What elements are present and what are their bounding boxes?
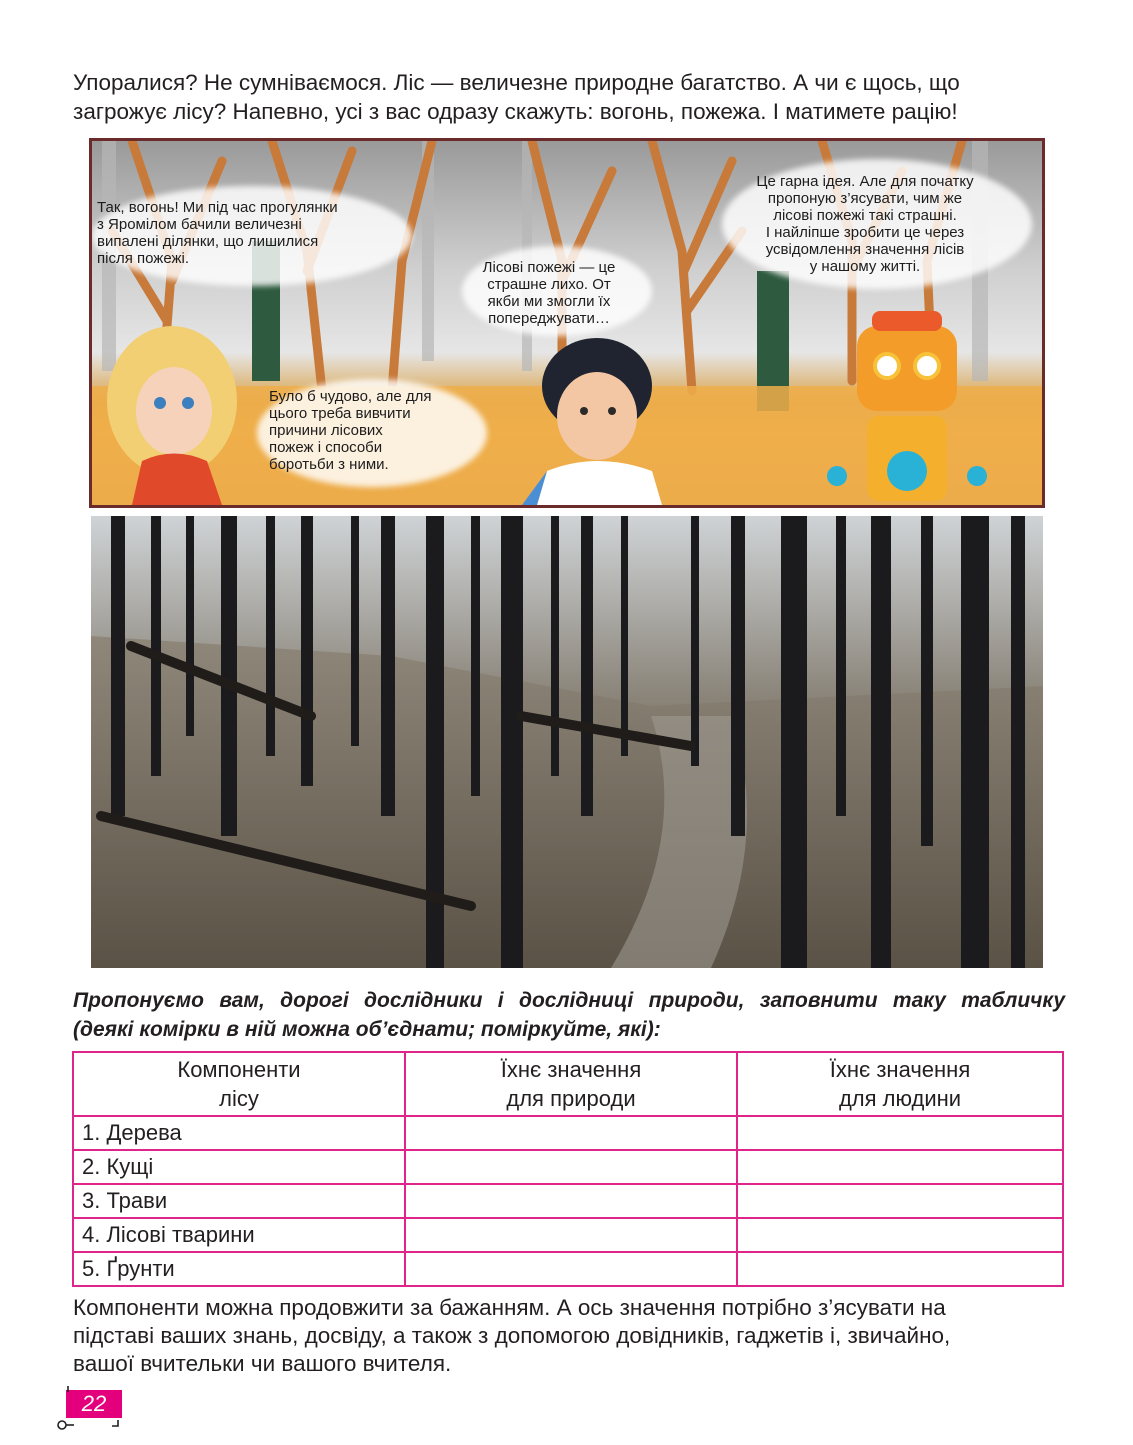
- empty-cell[interactable]: [405, 1150, 737, 1184]
- speech-bubble-girl-top: Так, вогонь! Ми під час прогулянки з Яромілом бачили величезні випалені ділянки, що лишилися після пожежі.: [97, 199, 338, 267]
- table-row: [73, 1150, 1063, 1184]
- empty-cell[interactable]: [405, 1218, 737, 1252]
- task-instructions: [73, 986, 1065, 1044]
- empty-cell[interactable]: [405, 1116, 737, 1150]
- empty-cell[interactable]: [737, 1116, 1063, 1150]
- speech-bubble-boy: Лісові пожежі — це страшне лихо. От якби ми змогли їх попереджувати…: [482, 259, 616, 327]
- outro-line-2: підставі ваших знань, досвіду, а також з допомогою довідників, гаджетів і, звичайно,: [73, 1323, 951, 1348]
- task-line-2: (деякі комірки в ній можна об’єднати; поміркуйте, які):: [73, 1018, 661, 1041]
- outro-line-3: вашої вчительки чи вашого вчителя.: [73, 1351, 452, 1376]
- empty-cell[interactable]: [737, 1218, 1063, 1252]
- intro-line-1: Упоралися? Не сумніваємося. Ліс — величезне природне багатство. А чи є щось, що: [73, 70, 960, 95]
- burned-forest-photo: [91, 516, 1043, 968]
- empty-cell[interactable]: [737, 1184, 1063, 1218]
- header-value-human: Їхнє значення для людини: [737, 1052, 1063, 1116]
- outro-line-1: Компоненти можна продовжити за бажанням. А ось значення потрібно з’ясувати на: [73, 1295, 946, 1320]
- forest-components-table: [72, 1051, 1064, 1287]
- empty-cell[interactable]: [737, 1252, 1063, 1286]
- row-label: 5. Ґрунти: [73, 1252, 405, 1286]
- table-row: [73, 1116, 1063, 1150]
- empty-cell[interactable]: [405, 1184, 737, 1218]
- header-components: Компоненти лісу: [73, 1052, 405, 1116]
- row-label: 4. Лісові тварини: [73, 1218, 405, 1252]
- table-row: [73, 1184, 1063, 1218]
- row-label: 1. Дерева: [73, 1116, 405, 1150]
- row-label: 3. Трави: [73, 1184, 405, 1218]
- burned-forest-image: [91, 516, 1043, 968]
- comic-panel: [89, 138, 1045, 508]
- speech-bubble-girl-bottom: Було б чудово, але для цього треба вивчити причини лісових пожеж і способи боротьби з ними.: [269, 388, 432, 473]
- task-line-1: Пропонуємо вам, дорогі дослідники і дослідниці природи, заповнити таку табличку: [73, 989, 1065, 1012]
- page-corner-marks: [56, 1384, 128, 1432]
- empty-cell[interactable]: [737, 1150, 1063, 1184]
- row-label: 2. Кущі: [73, 1150, 405, 1184]
- speech-bubble-robot: Це гарна ідея. Але для початку пропоную з’ясувати, чим же лісові пожежі такі страшні. І найліпше зробити це через усвідомлення значення лісів у нашому житті.: [756, 173, 974, 275]
- intro-paragraph: [73, 68, 1065, 126]
- table-header-row: [73, 1052, 1063, 1116]
- table-row: [73, 1252, 1063, 1286]
- outro-paragraph: [73, 1294, 1065, 1378]
- page-number: 22: [81, 1391, 107, 1416]
- table-row: [73, 1218, 1063, 1252]
- intro-line-2: загрожує лісу? Напевно, усі з вас одразу скажуть: вогонь, пожежа. І матимете рацію!: [73, 99, 958, 124]
- empty-cell[interactable]: [405, 1252, 737, 1286]
- header-value-nature: Їхнє значення для природи: [405, 1052, 737, 1116]
